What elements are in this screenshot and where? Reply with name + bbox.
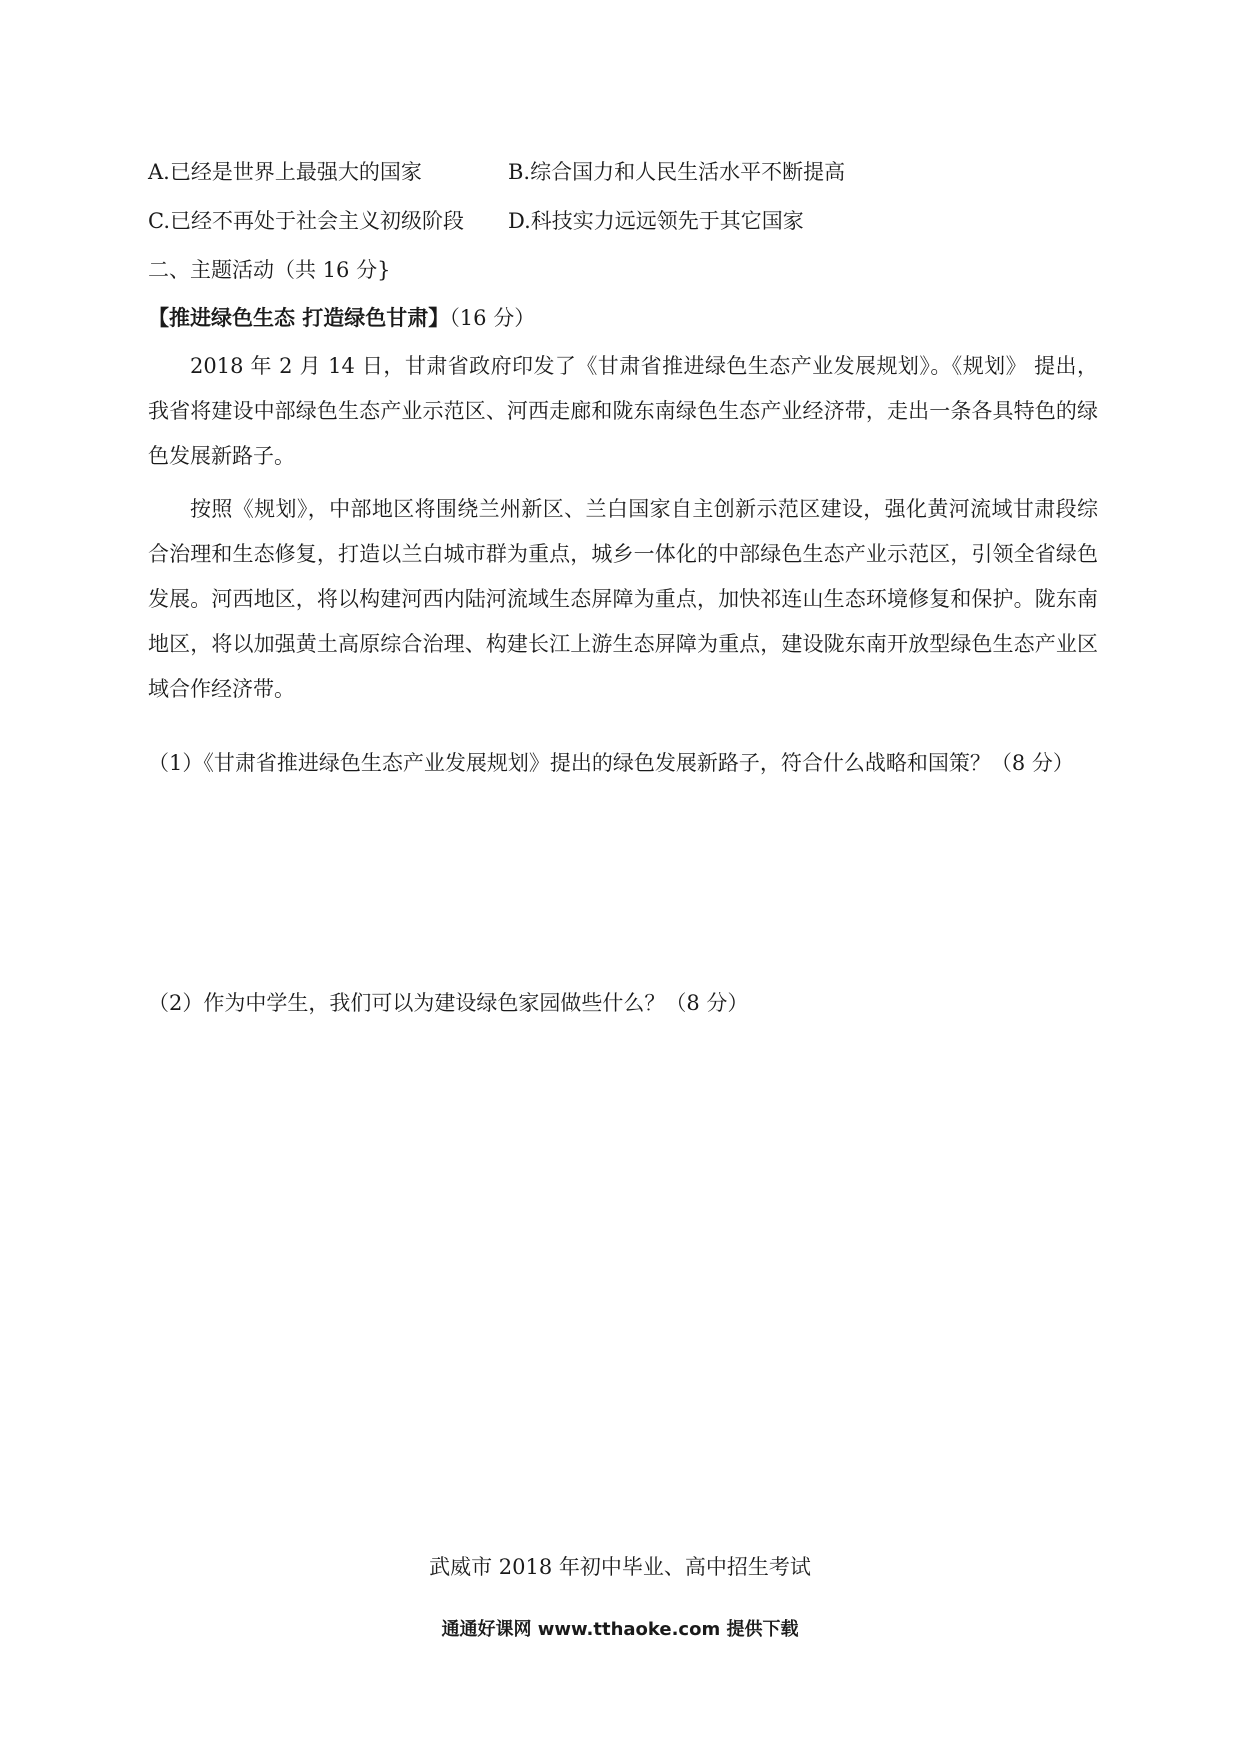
topic-score: （16 分） [449, 306, 536, 330]
topic-title [148, 303, 535, 333]
options-row-2 [148, 206, 804, 236]
topic-title-text: 【推进绿色生态 打造绿色甘肃】 [148, 305, 450, 330]
paragraph-2: 按照《规划》，中部地区将围绕兰州新区、兰白国家自主创新示范区建设，强化黄河流域甘肃段综合治理和生态修复，打造以兰白城市群为重点，城乡一体化的中部绿色生态产业示范区，引领全省绿色发展。河西地区，将以构建河西内陆河流域生态屏障为重点，加快祁连山生态环境修复和保护。陇东南地区，将以加强黄土高原综合治理、构建长江上游生态屏障为重点，建设陇东南开放型绿色生态产业区域合作经济带。 [148, 497, 1098, 701]
option-d: D.科技实力远远领先于其它国家 [508, 209, 804, 233]
section-title: 二、主题活动（共 16 分} [148, 258, 391, 282]
option-c: C.已经不再处于社会主义初级阶段 [148, 209, 464, 233]
option-b: B.综合国力和人民生活水平不断提高 [508, 160, 846, 184]
question-2: （2）作为中学生，我们可以为建设绿色家园做些什么？（8 分） [148, 991, 749, 1015]
option-a: A.已经是世界上最强大的国家 [148, 160, 422, 184]
question-1: （1）《甘肃省推进绿色生态产业发展规划》提出的绿色发展新路子，符合什么战略和国策？（8 分） [148, 751, 1074, 775]
source-credit: 通通好课网 www.tthaoke.com 提供下载 [441, 1619, 799, 1640]
options-row-1 [148, 157, 845, 187]
exam-title: 武威市 2018 年初中毕业、高中招生考试 [429, 1555, 811, 1579]
paragraph-1: 2018 年 2 月 14 日，甘肃省政府印发了《甘肃省推进绿色生态产业发展规划》。《规划》 提出，我省将建设中部绿色生态产业示范区、河西走廊和陇东南绿色生态产业经济带，走出一条各具特色的绿色发展新路子。 [148, 354, 1098, 468]
